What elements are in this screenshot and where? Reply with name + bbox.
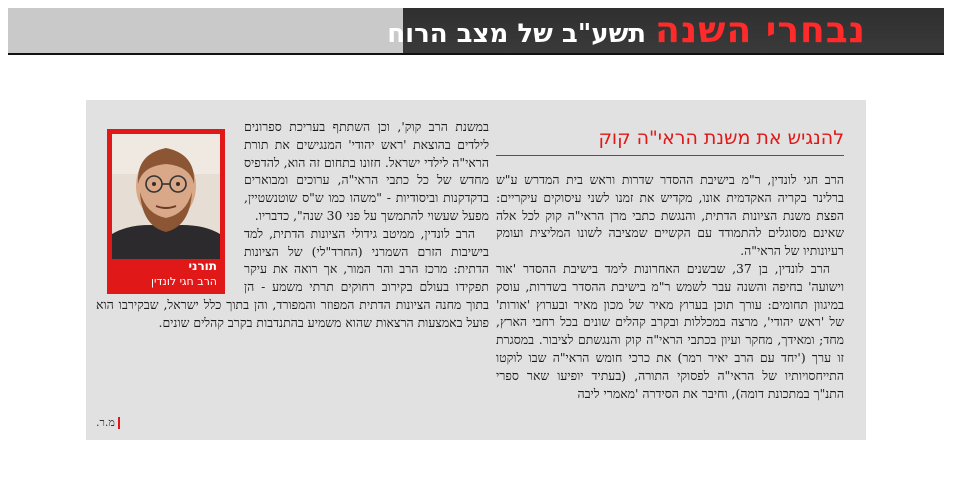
photo-caption-name: הרב חגי לונדין bbox=[150, 275, 217, 288]
banner-title bbox=[387, 10, 866, 51]
portrait-box bbox=[107, 129, 225, 294]
banner-light-strip bbox=[8, 8, 403, 53]
banner-title-red: נבחרי השנה bbox=[655, 10, 866, 51]
signature-text: מ.ר. bbox=[96, 416, 115, 429]
article-panel bbox=[86, 100, 866, 440]
article-heading: להנגיש את משנת הראי"ה קוק bbox=[598, 127, 844, 149]
paragraph: הרב לונדין, בן 37, שבשנים האחרונות לימד בישיבת ההסדר 'אור וישועה' בחיפה והשנה עבר לשמש ר"מ בישיבת ההסדר בשדרות, עוסק במיגוון תחומים: עורך תוכן בערוץ מאיר של מכון מאיר ובערוץ 'אורות' של 'ראש יהודי', מרצה במכללות ובקרב קהלים שונים בכל רחבי הארץ, מחד; ומאידך, מחקר ועיון בכתבי הראי"ה קוק והנגשתם לציבור. במסגרת זו ערך ('יחד עם הרב יאיר רמר) את כרכי חומש הראי"ה שבו לוקטו התייחסויותיו של הראי"ה לפסוקי התורה, (בעתיד יופיעו שאר ספרי התנ"ך במתכונת דומה), וחיבר את הסידרה 'מאמרי ליבה bbox=[496, 260, 844, 401]
banner-underline bbox=[8, 53, 944, 55]
banner-title-white: תשע"ב של bbox=[517, 19, 656, 49]
photo-caption-title: תורני bbox=[188, 259, 217, 273]
author-signature bbox=[96, 416, 120, 429]
banner bbox=[8, 8, 944, 53]
heading-rule bbox=[496, 155, 844, 156]
signature-bar bbox=[118, 417, 120, 429]
banner-title-light: מצב הרוח bbox=[387, 19, 518, 49]
article-column-right bbox=[496, 171, 844, 436]
portrait-image bbox=[112, 134, 220, 259]
portrait-photo bbox=[112, 134, 220, 259]
paragraph: הרב לונדין, ממיטב גידולי הציונות הדתית, למד בישיבות הזרם השמרני (החרד"לי) של הציונות הדתית: מרכז הרב והר המור, אך רואה את עיקר תפקידו בעולם בקירוב רחוקים תרתי משמע - הן בתוך מחנה הציונות הדתית המפוזר והמפורד, והן בתוך כלל ישראל, שבקירבו הוא פועל באמצעות הרצאות שהוא משמיע בהתנדבות בקרב קהלים שונים. bbox=[96, 225, 489, 330]
paragraph: במשנת הרב קוק', וכן השתתף בעריכת ספרונים לילדים בהוצאת 'ראש יהודי' המנגישים את תורת הראי"ה לילדי ישראל. חזונו בתחום זה הוא, להדפיס מחדש של כל כתבי הראי"ה, ערוכים ומבוארים בדקדקנות וביסודיות - "משהו כמו ש"ס שוטנשטיין, מפעל שעשוי להתמשך על פני 30 שנה", כדבריו. bbox=[244, 119, 489, 223]
paragraph: הרב חגי לונדין, ר"מ בישיבת ההסדר שדרות וראש בית המדרש ע"ש ברלינר בקריה האקדמית אונו, מקדיש את זמנו לשני עיסוקים עיקריים: הפצת משנת הציונות הדתית, והנגשת כתבי מרן הראי"ה קוק לכל אלה שאינם מסוגלים להתמודד עם הקשיים שמציבה לשונו המליצית ועומק רעיונותיו של הראי"ה. bbox=[496, 172, 844, 259]
